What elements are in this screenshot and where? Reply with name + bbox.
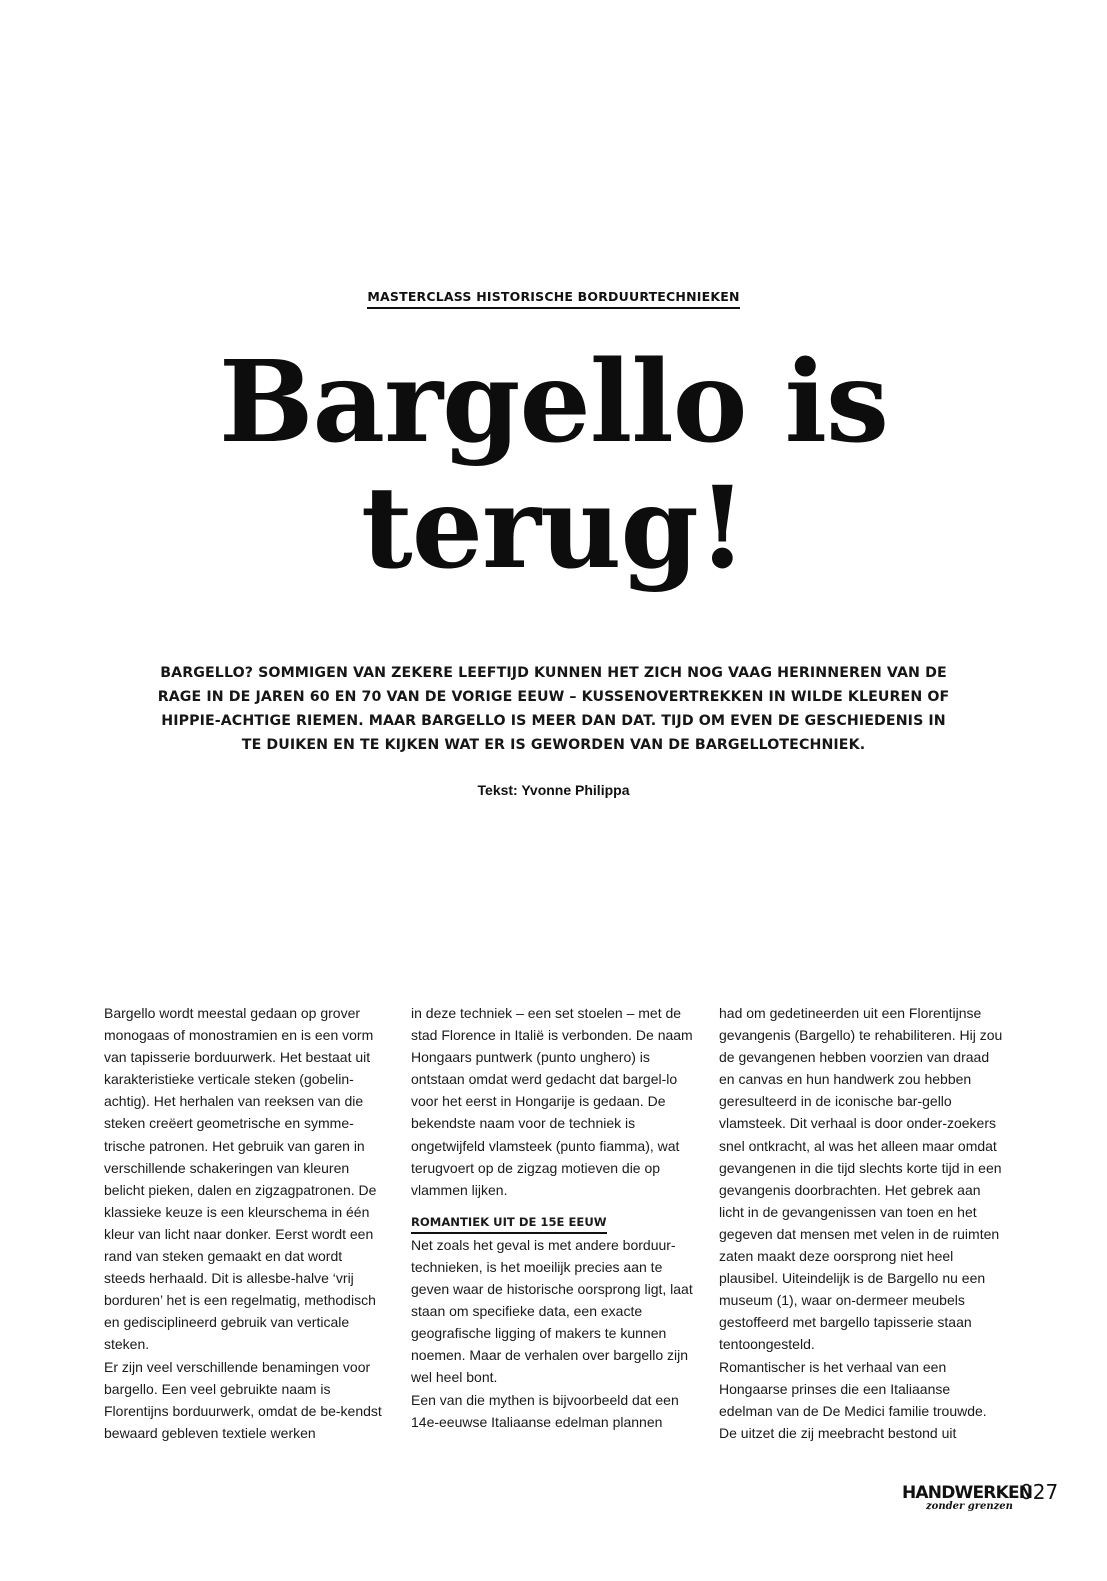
title-line-2: terug!: [361, 463, 746, 594]
magazine-logo-name: HANDWERKEN: [902, 1483, 1033, 1503]
paragraph: Bargello wordt meestal gedaan op grover monogaas of monostramien en is een vorm van tapisserie borduurwerk. Het bestaat uit karakteristieke verticale steken (gobelin-achtig). Het herhalen van reeksen van die steken creëert geometrische en symme-trische patronen. Het gebruik van garen in verschillende schakeringen van kleuren belicht pieken, dalen en zigzagpatronen. De klassieke keuze is een kleurschema in één kleur van licht naar donker. Eerst wordt een rand van steken gemaakt en dat wordt steeds herhaald. Dit is allesbe-halve ‘vrij borduren’ het is een regelmatig, methodisch en gedisciplineerd gebruik van verticale steken.: [104, 1005, 377, 1353]
subheading: ROMANTIEK UIT DE 15E EEUW: [411, 1213, 607, 1234]
byline: Tekst: Yvonne Philippa: [477, 782, 630, 798]
intro-lead: BARGELLO? SOMMIGEN VAN ZEKERE LEEFTIJD KUNNEN HET ZICH NOG VAAG HERINNEREN VAN DE RAGE IN DE JAREN 60 EN 70 VAN DE VORIGE EEUW – KUSSENOVERTREKKEN IN WILDE KLEUREN OF HIPPIE-ACHTIGE RIEMEN. MAAR BARGELLO IS MEER DAN DAT. TIJD OM EVEN DE GESCHIEDENIS IN TE DUIKEN EN TE KIJKEN WAT ER IS GEWORDEN VAN DE BARGELLOTECHNIEK.: [157, 665, 950, 753]
paragraph: Er zijn veel verschillende benamingen voor bargello. Een veel gebruikte naam is Florentijns borduurwerk, omdat de be-kendst bewaard gebleven textiele werken: [104, 1358, 382, 1441]
magazine-logo-tagline: zonder grenzen: [926, 1501, 1013, 1512]
body-column-3: [719, 1002, 1004, 1444]
paragraph: had om gedetineerden uit een Florentijnse gevangenis (Bargello) te rehabiliteren. Hij zou de gevangenen hebben voorzien van draad en canvas en hun handwerk zou hebben geresulteerd in de iconische bar-gello vlamsteek. Dit verhaal is door onder-zoekers snel ontkracht, al was het alleen maar omdat gevangenen in die tijd slechts korte tijd in een gevangenis doorbrachten. Het gebrek aan licht in de gevangenissen van toen en het gegeven dat mensen met velen in de ruimten zaten maakt deze oorsprong niet heel plausibel. Uiteindelijk is de Bargello nu een museum (1), waar on-dermeer meubels gestoffeerd met bargello tapisserie staan tentoongesteld.: [719, 1005, 1003, 1353]
paragraph: Een van die mythen is bijvoorbeeld dat een 14e-eeuwse Italiaanse edelman plannen: [411, 1391, 679, 1430]
paragraph: in deze techniek – een set stoelen – met de stad Florence in Italië is verbonden. De naam Hongaars puntwerk (punto unghero) is ontstaan omdat werd gedacht dat bargel-lo voor het eerst in Hongarije is gedaan. De bekendste naam voor de techniek is ongetwijfeld vlamsteek (punto fiamma), wat terugvoert op de zigzag motieven die op vlammen lijken.: [411, 1005, 693, 1198]
title-line-1: Bargello is: [218, 337, 889, 468]
section-kicker: [0, 288, 1107, 309]
paragraph: Romantischer is het verhaal van een Hongaarse prinses die een Italiaanse edelman van de De Medici familie trouwde. De uitzet die zij meebracht bestond uit: [719, 1358, 987, 1441]
article-title: [0, 337, 1107, 594]
paragraph: Net zoals het geval is met andere borduur-technieken, is het moeilijk precies aan te geven waar de historische oorsprong ligt, laat staan om specifieke data, een exacte geografische ligging of makers te kunnen noemen. Maar de verhalen over bargello zijn wel heel bont.: [411, 1236, 693, 1386]
body-column-1: [104, 1002, 386, 1444]
body-column-2: [411, 1002, 693, 1433]
magazine-footer: [902, 1482, 1062, 1522]
kicker-label: MASTERCLASS HISTORISCHE BORDUURTECHNIEKEN: [367, 288, 739, 309]
page-number: 027: [1020, 1480, 1059, 1504]
